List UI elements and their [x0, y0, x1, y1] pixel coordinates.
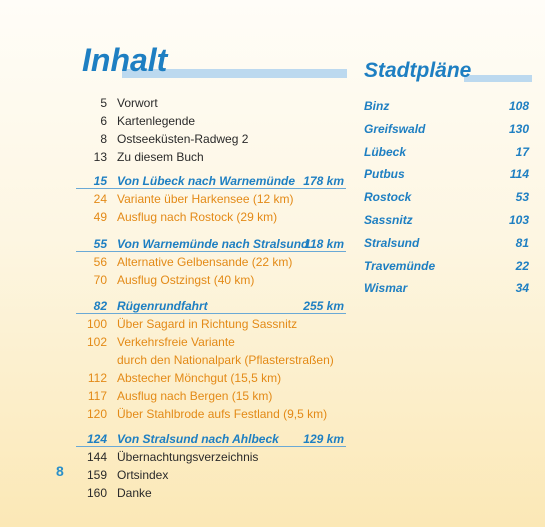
toc-entry-title: Übernachtungsverzeichnis	[117, 450, 259, 464]
city-map-page: 114	[509, 167, 529, 182]
toc-row	[76, 448, 346, 466]
city-map-row	[364, 143, 529, 166]
toc-entry-title: Rügenrundfahrt	[117, 299, 208, 313]
toc-row	[76, 484, 346, 502]
contents-heading	[82, 40, 347, 80]
city-map-name: Binz	[364, 99, 390, 113]
page-number: 8	[56, 463, 64, 479]
toc-distance: 118 km	[304, 237, 344, 251]
city-map-row	[364, 279, 529, 302]
toc-row	[76, 315, 346, 333]
city-map-page: 34	[515, 281, 529, 296]
toc-row	[76, 94, 346, 112]
city-map-name: Lübeck	[364, 144, 407, 159]
city-maps-title: Stadtpläne	[364, 59, 472, 82]
city-map-name: Travemünde	[364, 258, 436, 273]
toc-distance: 178 km	[303, 174, 344, 188]
toc-page-number: 56	[93, 255, 107, 269]
toc-distance: 255 km	[303, 299, 344, 313]
toc-row	[76, 208, 346, 226]
toc-page-number: 120	[86, 407, 107, 421]
toc-page-number: 112	[87, 371, 107, 385]
toc-entry-title: Verkehrsfreie Variante	[117, 335, 235, 349]
toc-entry-title: Ausflug Ostzingst (40 km)	[117, 273, 255, 287]
city-map-name: Sassnitz	[364, 212, 413, 227]
toc-entry-title: Über Stahlbrode aufs Festland (9,5 km)	[117, 407, 328, 421]
city-map-page: 53	[515, 190, 529, 205]
city-map-page: 130	[508, 121, 529, 136]
city-map-name: Wismar	[364, 281, 408, 296]
toc-page-number: 82	[93, 299, 107, 313]
toc-section-row	[76, 235, 346, 253]
toc-row	[76, 148, 346, 166]
toc-page-number: 159	[86, 468, 107, 482]
toc-entry-title: Vorwort	[117, 96, 158, 110]
city-maps-list	[364, 97, 529, 302]
city-map-row	[364, 188, 529, 211]
toc-row	[76, 351, 346, 369]
city-map-row	[364, 165, 529, 188]
city-map-row	[364, 120, 529, 143]
toc-page-number: 13	[93, 150, 107, 164]
city-map-row	[364, 97, 529, 120]
city-map-name: Putbus	[364, 167, 405, 182]
city-map-page: 103	[508, 212, 529, 227]
toc-page-number: 102	[86, 335, 107, 349]
toc-entry-title: Variante über Harkensee (12 km)	[117, 192, 294, 206]
toc-section-row	[76, 297, 346, 315]
toc-page-number: 100	[86, 317, 107, 331]
city-map-page: 17	[515, 144, 529, 159]
toc-entry-title: Von Warnemünde nach Stralsund	[117, 237, 309, 251]
city-map-row	[364, 257, 529, 280]
toc-row	[76, 271, 346, 289]
toc-row	[76, 369, 346, 387]
toc-entry-title: Ortsindex	[117, 468, 169, 482]
city-map-row	[364, 234, 529, 257]
toc-page-number: 49	[93, 210, 107, 224]
toc-page-number: 160	[86, 486, 107, 500]
toc-page-number: 6	[100, 114, 107, 128]
toc-entry-title: Abstecher Mönchgut (15,5 km)	[117, 371, 282, 385]
toc-entry-title: Von Lübeck nach Warnemünde	[117, 174, 296, 188]
toc-section-row	[76, 430, 346, 448]
toc-distance: 129 km	[303, 432, 344, 446]
city-map-name: Greifswald	[364, 121, 426, 136]
city-map-page: 108	[508, 99, 529, 113]
toc-page-number: 70	[93, 273, 107, 287]
toc-page-number: 5	[100, 96, 107, 110]
toc-entry-title: Ausflug nach Rostock (29 km)	[117, 210, 278, 224]
city-maps-heading	[364, 57, 532, 85]
toc-entry-title: Ausflug nach Bergen (15 km)	[117, 389, 273, 403]
toc-entry-title: Über Sagard in Richtung Sassnitz	[117, 317, 298, 331]
toc-entry-title: Ostseeküsten-Radweg 2	[117, 132, 249, 146]
toc-page-number: 8	[100, 132, 107, 146]
city-map-page: 81	[515, 235, 529, 250]
toc-row	[76, 466, 346, 484]
toc-row	[76, 112, 346, 130]
toc-page-number: 117	[87, 389, 107, 403]
toc-entry-title: durch den Nationalpark (Pflasterstraßen)	[117, 353, 334, 367]
city-map-row	[364, 211, 529, 234]
toc-row	[76, 130, 346, 148]
toc-section-row	[76, 172, 346, 190]
toc-entry-title: Von Stralsund nach Ahlbeck	[117, 432, 279, 446]
toc-row	[76, 387, 346, 405]
toc-row	[76, 333, 346, 351]
toc-entry-title: Danke	[117, 486, 152, 500]
toc-entry-title: Zu diesem Buch	[117, 150, 204, 164]
toc-row	[76, 190, 346, 208]
toc-page-number: 15	[93, 174, 107, 188]
toc-row	[76, 253, 346, 271]
toc-page-number: 144	[86, 450, 107, 464]
toc-entry-title: Kartenlegende	[117, 114, 196, 128]
toc-page-number: 24	[93, 192, 107, 206]
toc-page-number: 124	[86, 432, 107, 446]
toc-page-number: 55	[93, 237, 107, 251]
contents-title: Inhalt	[82, 42, 168, 78]
city-map-name: Rostock	[364, 190, 412, 205]
toc-entry-title: Alternative Gelbensande (22 km)	[117, 255, 293, 269]
toc-row	[76, 405, 346, 423]
city-map-page: 22	[515, 258, 529, 273]
city-map-name: Stralsund	[364, 235, 420, 250]
